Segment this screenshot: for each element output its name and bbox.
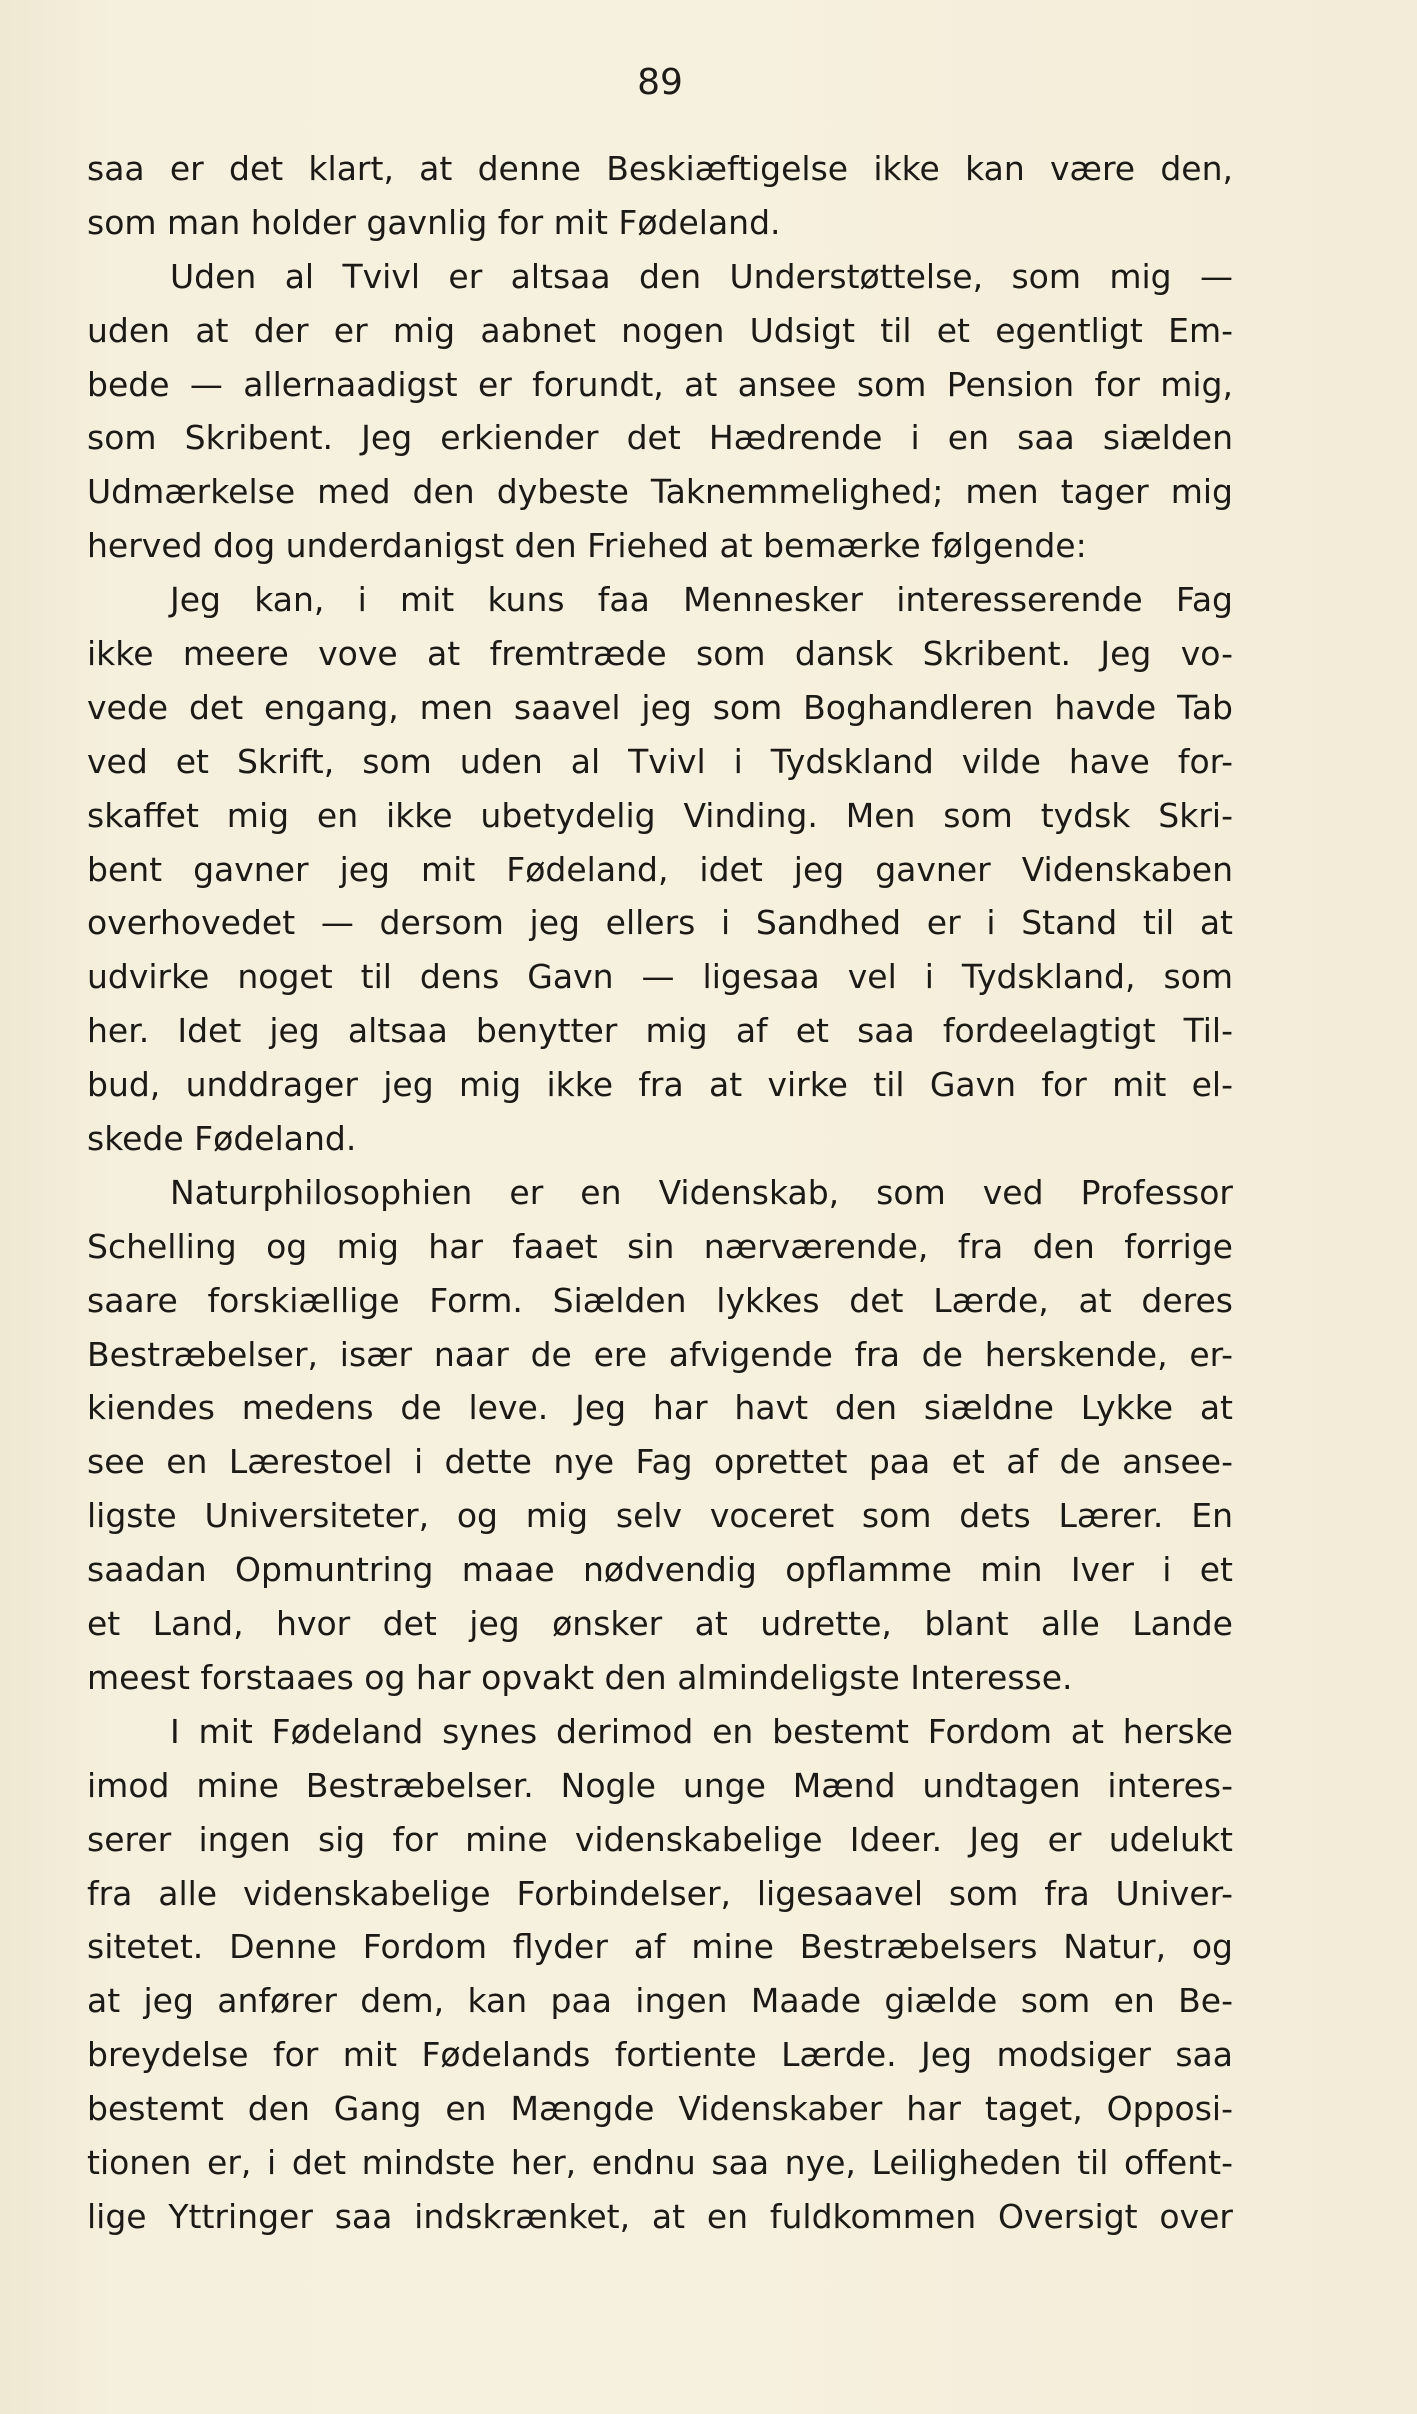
text-line: ligste Universiteter, og mig selv voceret som dets Lærer. En: [87, 1496, 1233, 1536]
text-line: Schelling og mig har faaet sin nærværende, fra den forrige: [87, 1226, 1233, 1266]
text-line: breydelse for mit Fødelands fortiente Lærde. Jeg modsiger saa: [87, 2035, 1233, 2075]
text-line: fra alle videnskabelige Forbindelser, ligesaavel som fra Univer-: [87, 1873, 1233, 1913]
text-line: vede det engang, men saavel jeg som Boghandleren havde Tab: [87, 687, 1233, 727]
text-line: bud, unddrager jeg mig ikke fra at virke til Gavn for mit el-: [87, 1065, 1233, 1105]
text-line: I mit Fødeland synes derimod en bestemt Fordom at herske: [170, 1711, 1233, 1751]
body-text: [87, 142, 1233, 2244]
text-line: ikke meere vove at fremtræde som dansk Skribent. Jeg vo-: [87, 634, 1233, 674]
text-line: udvirke noget til dens Gavn — ligesaa vel i Tydskland, som: [87, 957, 1233, 997]
text-line: skaffet mig en ikke ubetydelig Vinding. Men som tydsk Skri-: [87, 795, 1233, 835]
text-line: at jeg anfører dem, kan paa ingen Maade giælde som en Be-: [87, 1981, 1233, 2021]
text-line: bestemt den Gang en Mængde Videnskaber har taget, Opposi-: [87, 2089, 1233, 2129]
text-line: serer ingen sig for mine videnskabelige Ideer. Jeg er udelukt: [87, 1819, 1233, 1859]
text-line: meest forstaaes og har opvakt den almindeligste Interesse.: [87, 1657, 1073, 1697]
text-line: bent gavner jeg mit Fødeland, idet jeg gavner Videnskaben: [87, 849, 1233, 889]
text-line: saadan Opmuntring maae nødvendig opflamme min Iver i et: [87, 1550, 1233, 1590]
text-line: uden at der er mig aabnet nogen Udsigt til et egentligt Em-: [87, 310, 1233, 350]
text-line: kiendes medens de leve. Jeg har havt den siældne Lykke at: [87, 1388, 1233, 1428]
text-line: see en Lærestoel i dette nye Fag oprettet paa et af de ansee-: [87, 1442, 1233, 1482]
text-line: som Skribent. Jeg erkiender det Hædrende i en saa siælden: [87, 418, 1233, 458]
text-line: som man holder gavnlig for mit Fødeland.: [87, 202, 781, 242]
text-line: overhovedet — dersom jeg ellers i Sandhed er i Stand til at: [87, 903, 1233, 943]
text-line: bede — allernaadigst er forundt, at ansee som Pension for mig,: [87, 364, 1233, 404]
text-line: Naturphilosophien er en Videnskab, som ved Professor: [170, 1172, 1233, 1212]
text-line: skede Fødeland.: [87, 1119, 357, 1159]
page-number: 89: [637, 62, 683, 103]
text-line: herved dog underdanigst den Friehed at bemærke følgende:: [87, 526, 1087, 566]
text-line: her. Idet jeg altsaa benytter mig af et saa fordeelagtigt Til-: [87, 1011, 1233, 1051]
text-line: imod mine Bestræbelser. Nogle unge Mænd undtagen interes-: [87, 1765, 1233, 1805]
text-line: Uden al Tvivl er altsaa den Understøttelse, som mig —: [170, 256, 1233, 296]
text-line: tionen er, i det mindste her, endnu saa nye, Leiligheden til offent-: [87, 2142, 1233, 2182]
text-line: et Land, hvor det jeg ønsker at udrette, blant alle Lande: [87, 1604, 1233, 1644]
text-line: Udmærkelse med den dybeste Taknemmelighed; men tager mig: [87, 472, 1233, 512]
text-line: ved et Skrift, som uden al Tvivl i Tydskland vilde have for-: [87, 741, 1233, 781]
text-line: Bestræbelser, især naar de ere afvigende fra de herskende, er-: [87, 1334, 1233, 1374]
text-line: saa er det klart, at denne Beskiæftigelse ikke kan være den,: [87, 149, 1233, 188]
text-line: Jeg kan, i mit kuns faa Mennesker interesserende Fag: [170, 580, 1233, 620]
text-line: sitetet. Denne Fordom flyder af mine Bestræbelsers Natur, og: [87, 1927, 1233, 1967]
text-line: lige Yttringer saa indskrænket, at en fuldkommen Oversigt over: [87, 2196, 1233, 2236]
text-line: saare forskiællige Form. Siælden lykkes det Lærde, at deres: [87, 1280, 1233, 1320]
